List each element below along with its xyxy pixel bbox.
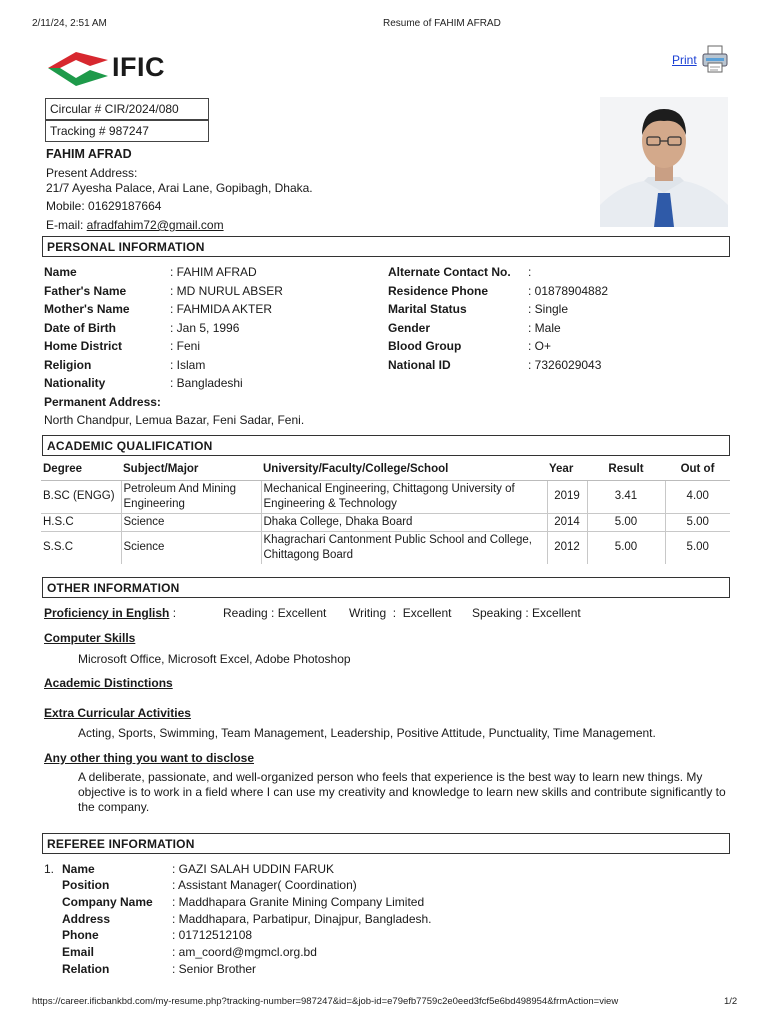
- cell-year: 2014: [547, 513, 587, 531]
- print-title: Resume of FAHIM AFRAD: [383, 18, 501, 29]
- computer-skills-label: Computer Skills: [44, 631, 136, 645]
- tracking-number: Tracking # 987247: [45, 120, 209, 142]
- table-row: [41, 513, 730, 531]
- cell-out-of: 4.00: [665, 480, 730, 513]
- personal-label-marital: Marital Status: [388, 302, 467, 316]
- referee-label-phone: Phone: [62, 928, 99, 942]
- referee-value-company: : Maddhapara Granite Mining Company Limited: [172, 895, 425, 909]
- personal-label-father: Father's Name: [44, 284, 127, 298]
- writing-skill: Writing : Excellent: [349, 606, 452, 620]
- permanent-address-label: Permanent Address:: [44, 395, 161, 409]
- cell-degree: S.S.C: [41, 531, 121, 564]
- column-header-degree: Degree: [41, 459, 121, 480]
- personal-value-gender: : Male: [528, 321, 561, 335]
- personal-value-blood: : O+: [528, 339, 552, 353]
- personal-value-dob: : Jan 5, 1996: [170, 321, 240, 335]
- personal-label-name: Name: [44, 265, 77, 279]
- referee-value-name: : GAZI SALAH UDDIN FARUK: [172, 862, 335, 876]
- referee-value-address: : Maddhapara, Parbatipur, Dinajpur, Bangladesh.: [172, 912, 432, 926]
- disclose-text: A deliberate, passionate, and well-organized person who feels that experience is the best way to learn new things. My objective is to work in a field where I can use my creativity and knowledge to learn new skills and contribute significantly to the company.: [78, 770, 726, 814]
- table-row: [41, 480, 730, 513]
- proficiency-colon: :: [172, 606, 177, 620]
- referee-label-email: Email: [62, 945, 95, 959]
- cell-subject: Petroleum And Mining Engineering: [121, 480, 261, 513]
- page-number: 1/2: [724, 996, 738, 1007]
- cell-degree: H.S.C: [41, 513, 121, 531]
- cell-institution: Mechanical Engineering, Chittagong University of Engineering & Technology: [261, 480, 547, 513]
- cell-subject: Science: [121, 513, 261, 531]
- extra-curricular-label: Extra Curricular Activities: [44, 706, 191, 720]
- personal-info-header: PERSONAL INFORMATION: [42, 236, 730, 257]
- column-header-institution: University/Faculty/College/School: [261, 459, 547, 480]
- computer-skills: Microsoft Office, Microsoft Excel, Adobe Photoshop: [78, 652, 351, 666]
- personal-value-nationality: : Bangladeshi: [170, 376, 243, 390]
- personal-label-residence-phone: Residence Phone: [388, 284, 489, 298]
- cell-subject: Science: [121, 531, 261, 564]
- academic-table-header-row: [41, 459, 730, 480]
- disclose-label: Any other thing you want to disclose: [44, 751, 255, 765]
- cell-result: 5.00: [587, 513, 665, 531]
- personal-label-nationality: Nationality: [44, 376, 106, 390]
- printer-icon[interactable]: [701, 44, 729, 74]
- referee-label-company: Company Name: [62, 895, 153, 909]
- personal-value-nid: : 7326029043: [528, 358, 602, 372]
- referee-value-relation: : Senior Brother: [172, 962, 257, 976]
- personal-value-marital: : Single: [528, 302, 569, 316]
- print-datetime: 2/11/24, 2:51 AM: [32, 18, 107, 29]
- personal-value-father: : MD NURUL ABSER: [170, 284, 283, 298]
- cell-result: 5.00: [587, 531, 665, 564]
- referee-value-position: : Assistant Manager( Coordination): [172, 878, 357, 892]
- proficiency-row: [44, 606, 176, 620]
- cell-year: 2019: [547, 480, 587, 513]
- circular-number: Circular # CIR/2024/080: [45, 98, 209, 120]
- email-label: E-mail:: [46, 218, 87, 232]
- personal-label-district: Home District: [44, 339, 123, 353]
- personal-label-blood: Blood Group: [388, 339, 462, 353]
- personal-value-alt-contact: :: [528, 265, 532, 279]
- cell-institution: Dhaka College, Dhaka Board: [261, 513, 547, 531]
- referee-label-address: Address: [62, 912, 111, 926]
- email-line: [46, 218, 224, 232]
- table-row: [41, 531, 730, 564]
- academic-distinctions-label: Academic Distinctions: [44, 676, 173, 690]
- referee-value-email: : am_coord@mgmcl.org.bd: [172, 945, 317, 959]
- personal-value-religion: : Islam: [170, 358, 206, 372]
- column-header-result: Result: [587, 459, 665, 480]
- mobile: Mobile: 01629187664: [46, 199, 162, 213]
- reading-skill: Reading : Excellent: [223, 606, 327, 620]
- column-header-out-of: Out of: [665, 459, 730, 480]
- personal-label-religion: Religion: [44, 358, 92, 372]
- column-header-year: Year: [547, 459, 587, 480]
- personal-value-mother: : FAHMIDA AKTER: [170, 302, 273, 316]
- proficiency-label: Proficiency in English: [44, 606, 170, 620]
- cell-out-of: 5.00: [665, 513, 730, 531]
- academic-header: ACADEMIC QUALIFICATION: [42, 435, 730, 456]
- applicant-name: FAHIM AFRAD: [46, 147, 132, 161]
- referee-label-position: Position: [62, 878, 110, 892]
- personal-value-name: : FAHIM AFRAD: [170, 265, 257, 279]
- logo-text: IFIC: [112, 52, 165, 82]
- footer-url: https://career.ificbankbd.com/my-resume.php?tracking-number=987247&id=&job-id=e79efb7759c2e0eed3fcf5e6bd498954&frmAction=view: [32, 996, 619, 1007]
- present-address: 21/7 Ayesha Palace, Arai Lane, Gopibagh, Dhaka.: [46, 181, 313, 195]
- referee-header: REFEREE INFORMATION: [42, 833, 730, 854]
- personal-label-nid: National ID: [388, 358, 451, 372]
- personal-label-alt-contact: Alternate Contact No.: [388, 265, 511, 279]
- cell-out-of: 5.00: [665, 531, 730, 564]
- cell-result: 3.41: [587, 480, 665, 513]
- cell-degree: B.SC (ENGG): [41, 480, 121, 513]
- academic-table: [41, 459, 730, 564]
- email-link[interactable]: afradfahim72@gmail.com: [86, 218, 224, 232]
- cell-year: 2012: [547, 531, 587, 564]
- personal-label-gender: Gender: [388, 321, 431, 335]
- column-header-subject: Subject/Major: [121, 459, 261, 480]
- other-info-header: OTHER INFORMATION: [42, 577, 730, 598]
- personal-value-residence-phone: : 01878904882: [528, 284, 609, 298]
- referee-label-relation: Relation: [62, 962, 110, 976]
- personal-label-dob: Date of Birth: [44, 321, 116, 335]
- personal-value-district: : Feni: [170, 339, 201, 353]
- present-address-label: Present Address:: [46, 166, 138, 180]
- referee-label-name: Name: [62, 862, 95, 876]
- cell-institution: Khagrachari Cantonment Public School and College, Chittagong Board: [261, 531, 547, 564]
- personal-label-mother: Mother's Name: [44, 302, 130, 316]
- extra-curricular: Acting, Sports, Swimming, Team Management, Leadership, Positive Attitude, Punctuality, Time Management.: [78, 726, 656, 740]
- permanent-address: North Chandpur, Lemua Bazar, Feni Sadar, Feni.: [44, 413, 305, 427]
- applicant-photo: [600, 97, 728, 227]
- speaking-skill: Speaking : Excellent: [472, 606, 581, 620]
- referee-number: 1.: [44, 862, 55, 876]
- referee-value-phone: : 01712512108: [172, 928, 253, 942]
- print-link[interactable]: Print: [672, 53, 697, 67]
